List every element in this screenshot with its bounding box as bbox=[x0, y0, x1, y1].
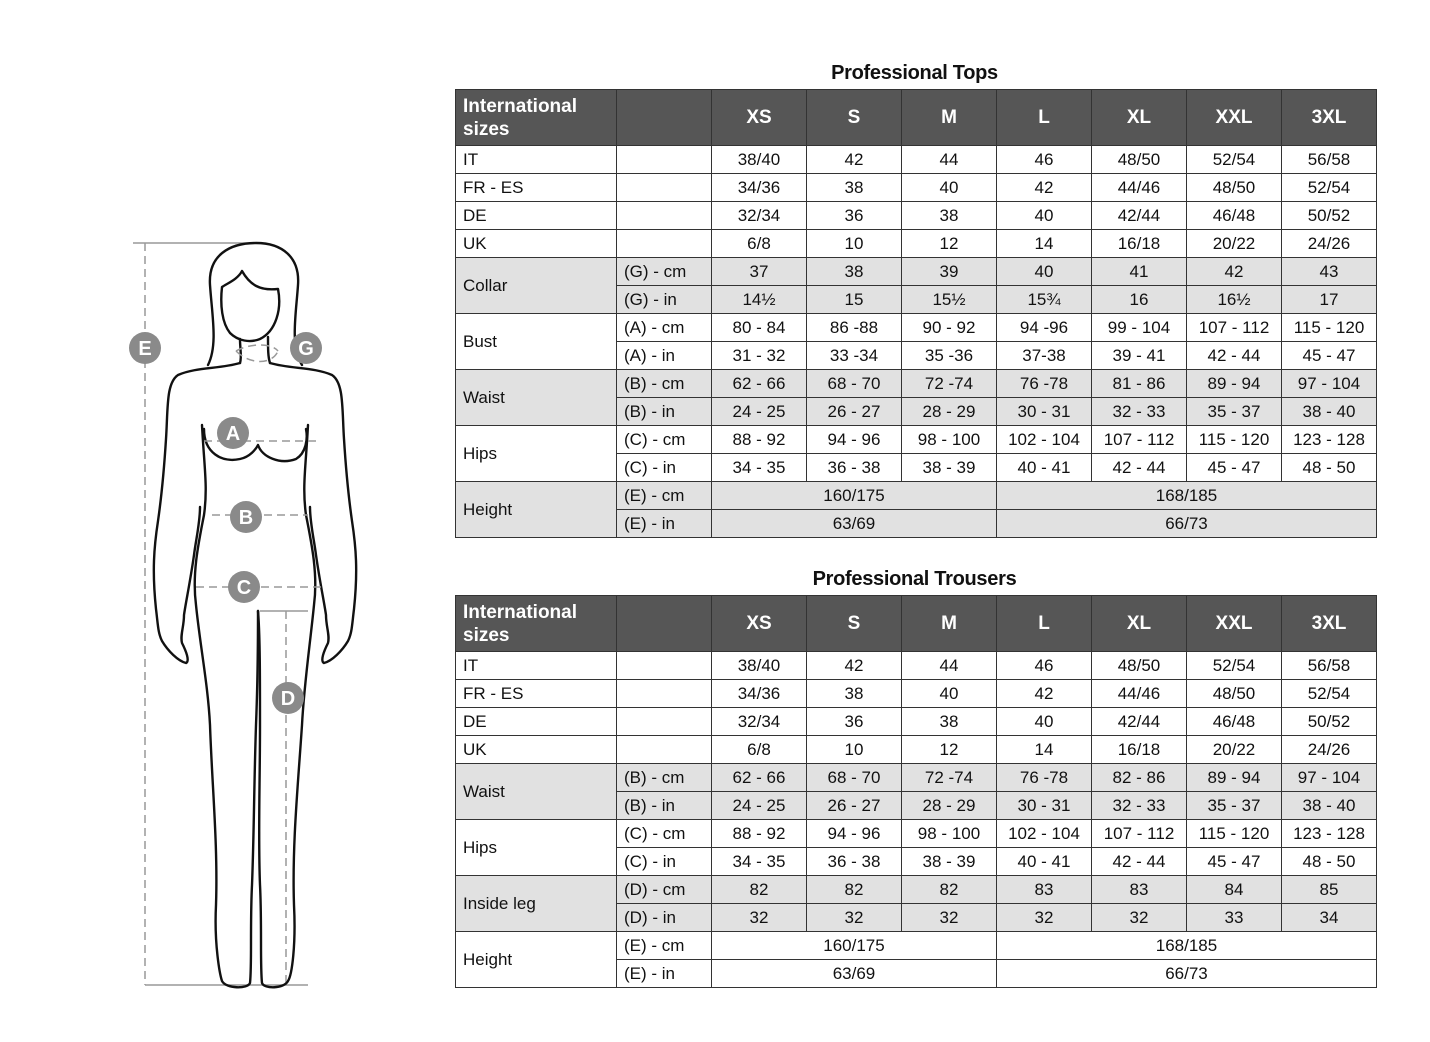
header-size: XL bbox=[1092, 90, 1187, 146]
measure-label: Height bbox=[456, 932, 617, 988]
size-value: 94 -96 bbox=[997, 314, 1092, 342]
size-value: 44/46 bbox=[1092, 680, 1187, 708]
size-value: 115 - 120 bbox=[1282, 314, 1377, 342]
size-value: 56/58 bbox=[1282, 652, 1377, 680]
size-value: 82 bbox=[712, 876, 807, 904]
measure-unit: (C) - in bbox=[617, 454, 712, 482]
size-value: 98 - 100 bbox=[902, 426, 997, 454]
size-value: 102 - 104 bbox=[997, 426, 1092, 454]
measure-unit: (C) - in bbox=[617, 848, 712, 876]
size-value: 32 bbox=[902, 904, 997, 932]
size-value: 48/50 bbox=[1092, 146, 1187, 174]
marker-e-label: E bbox=[138, 338, 152, 360]
row-unit bbox=[617, 680, 712, 708]
size-value: 16/18 bbox=[1092, 736, 1187, 764]
measure-label: Hips bbox=[456, 426, 617, 482]
size-value: 38/40 bbox=[712, 146, 807, 174]
size-value: 34/36 bbox=[712, 680, 807, 708]
row-label: IT bbox=[456, 146, 617, 174]
size-value: 42 bbox=[807, 146, 902, 174]
size-value: 81 - 86 bbox=[1092, 370, 1187, 398]
table-row bbox=[456, 230, 1377, 258]
size-value: 14 bbox=[997, 230, 1092, 258]
size-value: 15½ bbox=[902, 286, 997, 314]
header-size: XL bbox=[1092, 596, 1187, 652]
measure-unit: (B) - cm bbox=[617, 370, 712, 398]
size-value: 33 -34 bbox=[807, 342, 902, 370]
measure-label: Waist bbox=[456, 370, 617, 426]
size-value: 38 - 39 bbox=[902, 454, 997, 482]
size-value: 82 bbox=[902, 876, 997, 904]
measure-unit: (E) - cm bbox=[617, 482, 712, 510]
size-value: 35 - 37 bbox=[1187, 398, 1282, 426]
size-value: 38 - 39 bbox=[902, 848, 997, 876]
size-value: 45 - 47 bbox=[1187, 848, 1282, 876]
table-row bbox=[456, 258, 1377, 286]
header-size: XS bbox=[712, 596, 807, 652]
header-size: L bbox=[997, 90, 1092, 146]
size-value: 28 - 29 bbox=[902, 398, 997, 426]
table-row bbox=[456, 736, 1377, 764]
measure-unit: (C) - cm bbox=[617, 426, 712, 454]
size-value: 39 - 41 bbox=[1092, 342, 1187, 370]
size-value: 94 - 96 bbox=[807, 426, 902, 454]
height-value-large-sizes: 66/73 bbox=[997, 510, 1377, 538]
size-value: 38 bbox=[902, 202, 997, 230]
header-row bbox=[456, 596, 1377, 652]
row-unit bbox=[617, 202, 712, 230]
height-value-large-sizes: 168/185 bbox=[997, 932, 1377, 960]
measure-unit: (A) - cm bbox=[617, 314, 712, 342]
table-row bbox=[456, 370, 1377, 398]
size-value: 123 - 128 bbox=[1282, 820, 1377, 848]
measure-unit: (D) - in bbox=[617, 904, 712, 932]
header-unit-column bbox=[617, 596, 712, 652]
header-size: XXL bbox=[1187, 90, 1282, 146]
size-value: 12 bbox=[902, 736, 997, 764]
row-label: FR - ES bbox=[456, 174, 617, 202]
size-value: 62 - 66 bbox=[712, 764, 807, 792]
tops-size-table bbox=[455, 89, 1377, 538]
row-unit bbox=[617, 146, 712, 174]
header-size: M bbox=[902, 596, 997, 652]
row-label: UK bbox=[456, 230, 617, 258]
size-value: 20/22 bbox=[1187, 736, 1282, 764]
marker-c-label: C bbox=[236, 577, 252, 599]
size-value: 32/34 bbox=[712, 708, 807, 736]
size-value: 6/8 bbox=[712, 230, 807, 258]
size-value: 34 - 35 bbox=[712, 454, 807, 482]
measure-label: Bust bbox=[456, 314, 617, 370]
size-value: 46 bbox=[997, 652, 1092, 680]
size-value: 31 - 32 bbox=[712, 342, 807, 370]
size-value: 36 bbox=[807, 202, 902, 230]
size-value: 89 - 94 bbox=[1187, 370, 1282, 398]
header-row bbox=[456, 90, 1377, 146]
size-value: 50/52 bbox=[1282, 202, 1377, 230]
measure-unit: (D) - cm bbox=[617, 876, 712, 904]
size-value: 98 - 100 bbox=[902, 820, 997, 848]
size-value: 33 bbox=[1187, 904, 1282, 932]
size-value: 123 - 128 bbox=[1282, 426, 1377, 454]
size-value: 80 - 84 bbox=[712, 314, 807, 342]
table-row bbox=[456, 314, 1377, 342]
height-value-large-sizes: 168/185 bbox=[997, 482, 1377, 510]
header-size: 3XL bbox=[1282, 90, 1377, 146]
trousers-title: Professional Trousers bbox=[812, 568, 1017, 590]
size-value: 107 - 112 bbox=[1187, 314, 1282, 342]
size-value: 38 bbox=[807, 680, 902, 708]
size-value: 76 -78 bbox=[997, 764, 1092, 792]
measure-unit: (B) - in bbox=[617, 792, 712, 820]
tops-title: Professional Tops bbox=[831, 62, 998, 84]
height-value-small-sizes: 160/175 bbox=[712, 482, 997, 510]
size-value: 42 bbox=[997, 680, 1092, 708]
size-value: 97 - 104 bbox=[1282, 764, 1377, 792]
size-value: 45 - 47 bbox=[1282, 342, 1377, 370]
size-value: 68 - 70 bbox=[807, 370, 902, 398]
height-value-large-sizes: 66/73 bbox=[997, 960, 1377, 988]
size-value: 39 bbox=[902, 258, 997, 286]
size-value: 89 - 94 bbox=[1187, 764, 1282, 792]
size-value: 12 bbox=[902, 230, 997, 258]
height-value-small-sizes: 63/69 bbox=[712, 960, 997, 988]
row-label: DE bbox=[456, 708, 617, 736]
height-value-small-sizes: 63/69 bbox=[712, 510, 997, 538]
table-row bbox=[456, 820, 1377, 848]
size-value: 32 bbox=[807, 904, 902, 932]
size-value: 42/44 bbox=[1092, 202, 1187, 230]
measure-label: Inside leg bbox=[456, 876, 617, 932]
size-value: 32 bbox=[712, 904, 807, 932]
body-measurement-figure bbox=[100, 225, 380, 995]
size-value: 17 bbox=[1282, 286, 1377, 314]
row-label: UK bbox=[456, 736, 617, 764]
size-value: 36 - 38 bbox=[807, 848, 902, 876]
size-value: 76 -78 bbox=[997, 370, 1092, 398]
size-value: 56/58 bbox=[1282, 146, 1377, 174]
size-value: 42 - 44 bbox=[1092, 848, 1187, 876]
size-value: 36 - 38 bbox=[807, 454, 902, 482]
size-value: 14½ bbox=[712, 286, 807, 314]
size-value: 42 - 44 bbox=[1092, 454, 1187, 482]
header-international-sizes: International sizes bbox=[456, 596, 617, 652]
row-label: DE bbox=[456, 202, 617, 230]
size-value: 62 - 66 bbox=[712, 370, 807, 398]
row-unit bbox=[617, 736, 712, 764]
size-value: 94 - 96 bbox=[807, 820, 902, 848]
size-value: 85 bbox=[1282, 876, 1377, 904]
header-size: XXL bbox=[1187, 596, 1282, 652]
size-value: 42 - 44 bbox=[1187, 342, 1282, 370]
size-value: 44 bbox=[902, 146, 997, 174]
size-value: 10 bbox=[807, 736, 902, 764]
row-unit bbox=[617, 230, 712, 258]
table-row bbox=[456, 426, 1377, 454]
size-value: 28 - 29 bbox=[902, 792, 997, 820]
size-value: 15 bbox=[807, 286, 902, 314]
size-value: 40 bbox=[902, 680, 997, 708]
size-value: 32/34 bbox=[712, 202, 807, 230]
size-value: 24 - 25 bbox=[712, 398, 807, 426]
size-value: 16 bbox=[1092, 286, 1187, 314]
header-size: S bbox=[807, 596, 902, 652]
measure-unit: (E) - cm bbox=[617, 932, 712, 960]
size-value: 82 - 86 bbox=[1092, 764, 1187, 792]
size-value: 38 bbox=[902, 708, 997, 736]
size-value: 82 bbox=[807, 876, 902, 904]
row-unit bbox=[617, 652, 712, 680]
size-value: 72 -74 bbox=[902, 370, 997, 398]
size-value: 40 bbox=[997, 258, 1092, 286]
height-value-small-sizes: 160/175 bbox=[712, 932, 997, 960]
measure-unit: (B) - in bbox=[617, 398, 712, 426]
trousers-size-table bbox=[455, 595, 1377, 988]
size-value: 16½ bbox=[1187, 286, 1282, 314]
size-value: 52/54 bbox=[1282, 680, 1377, 708]
table-row bbox=[456, 764, 1377, 792]
size-value: 24/26 bbox=[1282, 230, 1377, 258]
size-value: 72 -74 bbox=[902, 764, 997, 792]
size-value: 52/54 bbox=[1282, 174, 1377, 202]
marker-g-label: G bbox=[298, 338, 314, 360]
row-label: FR - ES bbox=[456, 680, 617, 708]
measure-label: Waist bbox=[456, 764, 617, 820]
size-value: 44 bbox=[902, 652, 997, 680]
measure-unit: (C) - cm bbox=[617, 820, 712, 848]
header-unit-column bbox=[617, 90, 712, 146]
measure-label: Height bbox=[456, 482, 617, 538]
size-value: 34 bbox=[1282, 904, 1377, 932]
size-value: 35 - 37 bbox=[1187, 792, 1282, 820]
table-row bbox=[456, 652, 1377, 680]
size-value: 90 - 92 bbox=[902, 314, 997, 342]
size-value: 68 - 70 bbox=[807, 764, 902, 792]
size-value: 42/44 bbox=[1092, 708, 1187, 736]
size-value: 46/48 bbox=[1187, 708, 1282, 736]
table-row bbox=[456, 932, 1377, 960]
size-value: 102 - 104 bbox=[997, 820, 1092, 848]
size-value: 84 bbox=[1187, 876, 1282, 904]
size-value: 32 bbox=[997, 904, 1092, 932]
size-value: 38 - 40 bbox=[1282, 792, 1377, 820]
measure-unit: (G) - cm bbox=[617, 258, 712, 286]
size-value: 26 - 27 bbox=[807, 792, 902, 820]
size-value: 46 bbox=[997, 146, 1092, 174]
table-row bbox=[456, 876, 1377, 904]
table-row bbox=[456, 146, 1377, 174]
measure-unit: (G) - in bbox=[617, 286, 712, 314]
size-value: 107 - 112 bbox=[1092, 820, 1187, 848]
measure-unit: (B) - cm bbox=[617, 764, 712, 792]
table-row bbox=[456, 482, 1377, 510]
size-value: 115 - 120 bbox=[1187, 426, 1282, 454]
measure-unit: (E) - in bbox=[617, 960, 712, 988]
table-row bbox=[456, 202, 1377, 230]
size-value: 52/54 bbox=[1187, 146, 1282, 174]
size-value: 32 - 33 bbox=[1092, 398, 1187, 426]
size-value: 30 - 31 bbox=[997, 398, 1092, 426]
header-size: XS bbox=[712, 90, 807, 146]
size-value: 50/52 bbox=[1282, 708, 1377, 736]
measure-label: Hips bbox=[456, 820, 617, 876]
size-value: 48/50 bbox=[1092, 652, 1187, 680]
size-value: 83 bbox=[1092, 876, 1187, 904]
size-value: 43 bbox=[1282, 258, 1377, 286]
size-value: 44/46 bbox=[1092, 174, 1187, 202]
size-value: 26 - 27 bbox=[807, 398, 902, 426]
row-unit bbox=[617, 708, 712, 736]
size-value: 16/18 bbox=[1092, 230, 1187, 258]
size-value: 35 -36 bbox=[902, 342, 997, 370]
header-size: L bbox=[997, 596, 1092, 652]
size-value: 37 bbox=[712, 258, 807, 286]
size-value: 37-38 bbox=[997, 342, 1092, 370]
size-value: 42 bbox=[997, 174, 1092, 202]
size-value: 48 - 50 bbox=[1282, 848, 1377, 876]
size-value: 40 - 41 bbox=[997, 848, 1092, 876]
size-value: 32 - 33 bbox=[1092, 792, 1187, 820]
size-value: 41 bbox=[1092, 258, 1187, 286]
marker-d-label: D bbox=[280, 688, 296, 710]
size-value: 97 - 104 bbox=[1282, 370, 1377, 398]
size-value: 40 bbox=[997, 202, 1092, 230]
size-value: 6/8 bbox=[712, 736, 807, 764]
size-value: 115 - 120 bbox=[1187, 820, 1282, 848]
size-value: 52/54 bbox=[1187, 652, 1282, 680]
size-value: 107 - 112 bbox=[1092, 426, 1187, 454]
marker-a-label: A bbox=[225, 423, 241, 445]
measure-label: Collar bbox=[456, 258, 617, 314]
size-value: 99 - 104 bbox=[1092, 314, 1187, 342]
size-value: 20/22 bbox=[1187, 230, 1282, 258]
row-label: IT bbox=[456, 652, 617, 680]
header-size: S bbox=[807, 90, 902, 146]
size-value: 86 -88 bbox=[807, 314, 902, 342]
size-value: 38 - 40 bbox=[1282, 398, 1377, 426]
size-value: 88 - 92 bbox=[712, 426, 807, 454]
size-value: 24 - 25 bbox=[712, 792, 807, 820]
table-row bbox=[456, 708, 1377, 736]
size-value: 88 - 92 bbox=[712, 820, 807, 848]
size-value: 40 - 41 bbox=[997, 454, 1092, 482]
size-value: 38 bbox=[807, 174, 902, 202]
size-value: 32 bbox=[1092, 904, 1187, 932]
size-value: 38/40 bbox=[712, 652, 807, 680]
size-value: 48/50 bbox=[1187, 680, 1282, 708]
size-value: 14 bbox=[997, 736, 1092, 764]
size-value: 40 bbox=[997, 708, 1092, 736]
size-value: 40 bbox=[902, 174, 997, 202]
size-value: 48 - 50 bbox=[1282, 454, 1377, 482]
size-value: 34/36 bbox=[712, 174, 807, 202]
size-value: 30 - 31 bbox=[997, 792, 1092, 820]
size-value: 45 - 47 bbox=[1187, 454, 1282, 482]
measure-unit: (A) - in bbox=[617, 342, 712, 370]
measure-unit: (E) - in bbox=[617, 510, 712, 538]
size-value: 42 bbox=[807, 652, 902, 680]
header-international-sizes: International sizes bbox=[456, 90, 617, 146]
size-value: 38 bbox=[807, 258, 902, 286]
size-value: 48/50 bbox=[1187, 174, 1282, 202]
row-unit bbox=[617, 174, 712, 202]
size-value: 34 - 35 bbox=[712, 848, 807, 876]
size-value: 83 bbox=[997, 876, 1092, 904]
size-value: 15¾ bbox=[997, 286, 1092, 314]
table-row bbox=[456, 680, 1377, 708]
table-row bbox=[456, 174, 1377, 202]
size-value: 42 bbox=[1187, 258, 1282, 286]
size-value: 46/48 bbox=[1187, 202, 1282, 230]
size-value: 36 bbox=[807, 708, 902, 736]
marker-b-label: B bbox=[238, 507, 254, 529]
header-size: M bbox=[902, 90, 997, 146]
size-value: 24/26 bbox=[1282, 736, 1377, 764]
size-value: 10 bbox=[807, 230, 902, 258]
header-size: 3XL bbox=[1282, 596, 1377, 652]
